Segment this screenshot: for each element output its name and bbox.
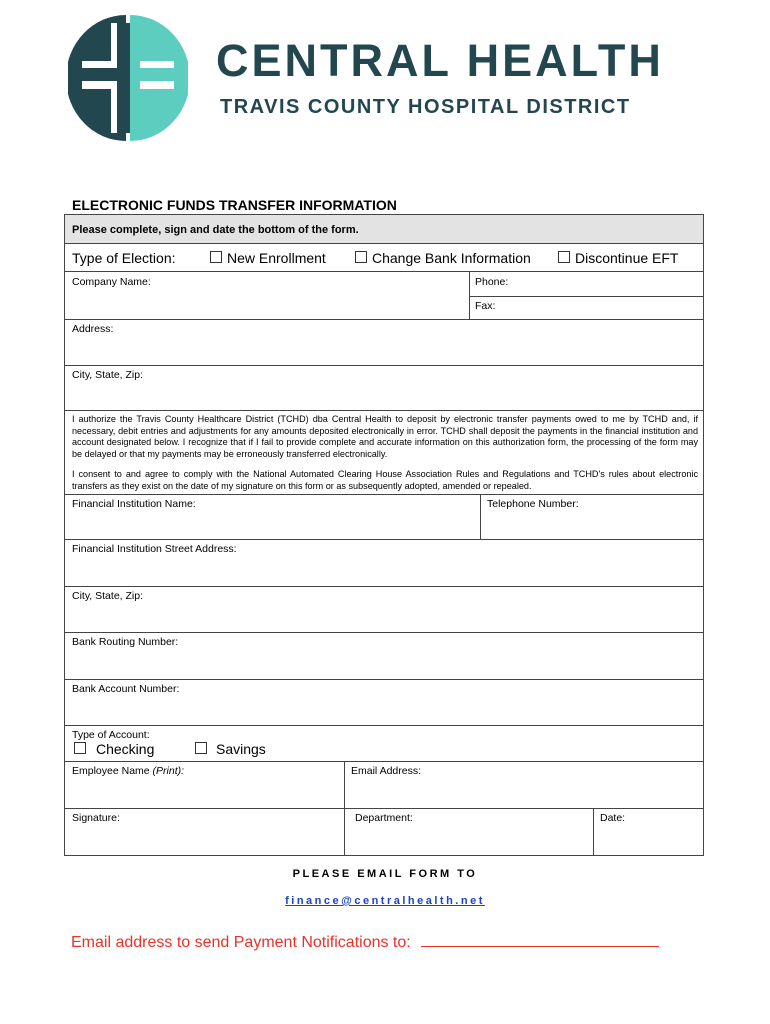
department-field[interactable] <box>345 809 593 855</box>
instruction-text: Please complete, sign and date the bottom of the form. <box>72 224 359 236</box>
fax-label: Fax: <box>475 300 496 312</box>
fax-field[interactable] <box>470 297 703 319</box>
institution-address-field[interactable] <box>65 540 703 586</box>
city-state-zip-field[interactable] <box>65 366 703 410</box>
company-name-field[interactable] <box>65 272 469 319</box>
brand-name: CENTRAL HEALTH <box>216 35 664 86</box>
finance-email-link[interactable]: finance@centralhealth.net <box>285 895 485 907</box>
change-bank-checkbox[interactable] <box>355 251 367 263</box>
form-title: ELECTRONIC FUNDS TRANSFER INFORMATION <box>72 197 397 213</box>
telephone-number-label: Telephone Number: <box>487 498 579 510</box>
account-number-label: Bank Account Number: <box>72 683 180 695</box>
address-label: Address: <box>72 323 114 335</box>
central-health-logo-icon <box>68 15 188 141</box>
city-state-zip-label: City, State, Zip: <box>72 369 143 381</box>
new-enrollment-checkbox[interactable] <box>210 251 222 263</box>
employee-name-label: Employee Name <box>72 765 150 777</box>
savings-label: Savings <box>216 741 266 757</box>
notification-email-blank[interactable] <box>421 934 659 947</box>
employee-name-field[interactable] <box>65 762 344 808</box>
account-number-field[interactable] <box>65 680 703 725</box>
institution-address-label: Financial Institution Street Address: <box>72 543 237 555</box>
routing-number-field[interactable] <box>65 633 703 679</box>
email-address-label: Email Address: <box>351 765 422 777</box>
phone-label: Phone: <box>475 276 509 288</box>
account-type-label: Type of Account: <box>72 729 150 741</box>
institution-city-field[interactable] <box>65 587 703 632</box>
company-name-label: Company Name: <box>72 276 151 288</box>
date-field[interactable] <box>594 809 703 855</box>
notification-email-line <box>71 934 659 952</box>
discontinue-eft-label: Discontinue EFT <box>575 250 679 266</box>
brand-subtitle: TRAVIS COUNTY HOSPITAL DISTRICT <box>220 96 631 118</box>
savings-checkbox[interactable] <box>195 742 207 754</box>
institution-city-label: City, State, Zip: <box>72 590 143 602</box>
authorization-paragraph-2: I consent to and agree to comply with the National Automated Clearing House Association Rules and Regulations and TCHD's rules about electronic transfers as they exist on the date of my signature on this form or as subsequently adopted, amended or repealed. <box>72 469 698 491</box>
new-enrollment-label: New Enrollment <box>227 250 326 266</box>
email-address-field[interactable] <box>345 762 703 808</box>
routing-number-label: Bank Routing Number: <box>72 636 179 648</box>
institution-name-label: Financial Institution Name: <box>72 498 196 510</box>
checking-checkbox[interactable] <box>74 742 86 754</box>
email-instruction: PLEASE EMAIL FORM TO <box>292 868 478 880</box>
change-bank-label: Change Bank Information <box>372 250 531 266</box>
notification-email-label: Email address to send Payment Notifications to: <box>71 934 411 951</box>
instruction-bar <box>65 215 703 244</box>
discontinue-eft-checkbox[interactable] <box>558 251 570 263</box>
date-label: Date: <box>600 812 626 824</box>
authorization-paragraph-1: I authorize the Travis County Healthcare District (TCHD) dba Central Health to deposit by electronic transfer payments owed to me by TCHD and, if necessary, debit entries and adjustments for any amounts deposited electronically in error. TCHD shall deposit the payments in the financial institution and account designated below. I recognize that if I fail to provide complete and accurate information on this authorization form, the processing of the form may be delayed or that my payments may be erroneously transferred electronically. <box>72 414 698 459</box>
institution-name-field[interactable] <box>65 495 480 539</box>
employee-name-hint: (Print): <box>152 765 185 777</box>
checking-label: Checking <box>96 741 155 757</box>
address-field[interactable] <box>65 320 703 365</box>
signature-field[interactable] <box>65 809 344 855</box>
phone-field[interactable] <box>470 272 703 296</box>
eft-form <box>64 214 704 856</box>
signature-label: Signature: <box>72 812 120 824</box>
telephone-number-field[interactable] <box>481 495 703 539</box>
department-label: Department: <box>355 812 413 824</box>
election-label: Type of Election: <box>72 250 176 266</box>
